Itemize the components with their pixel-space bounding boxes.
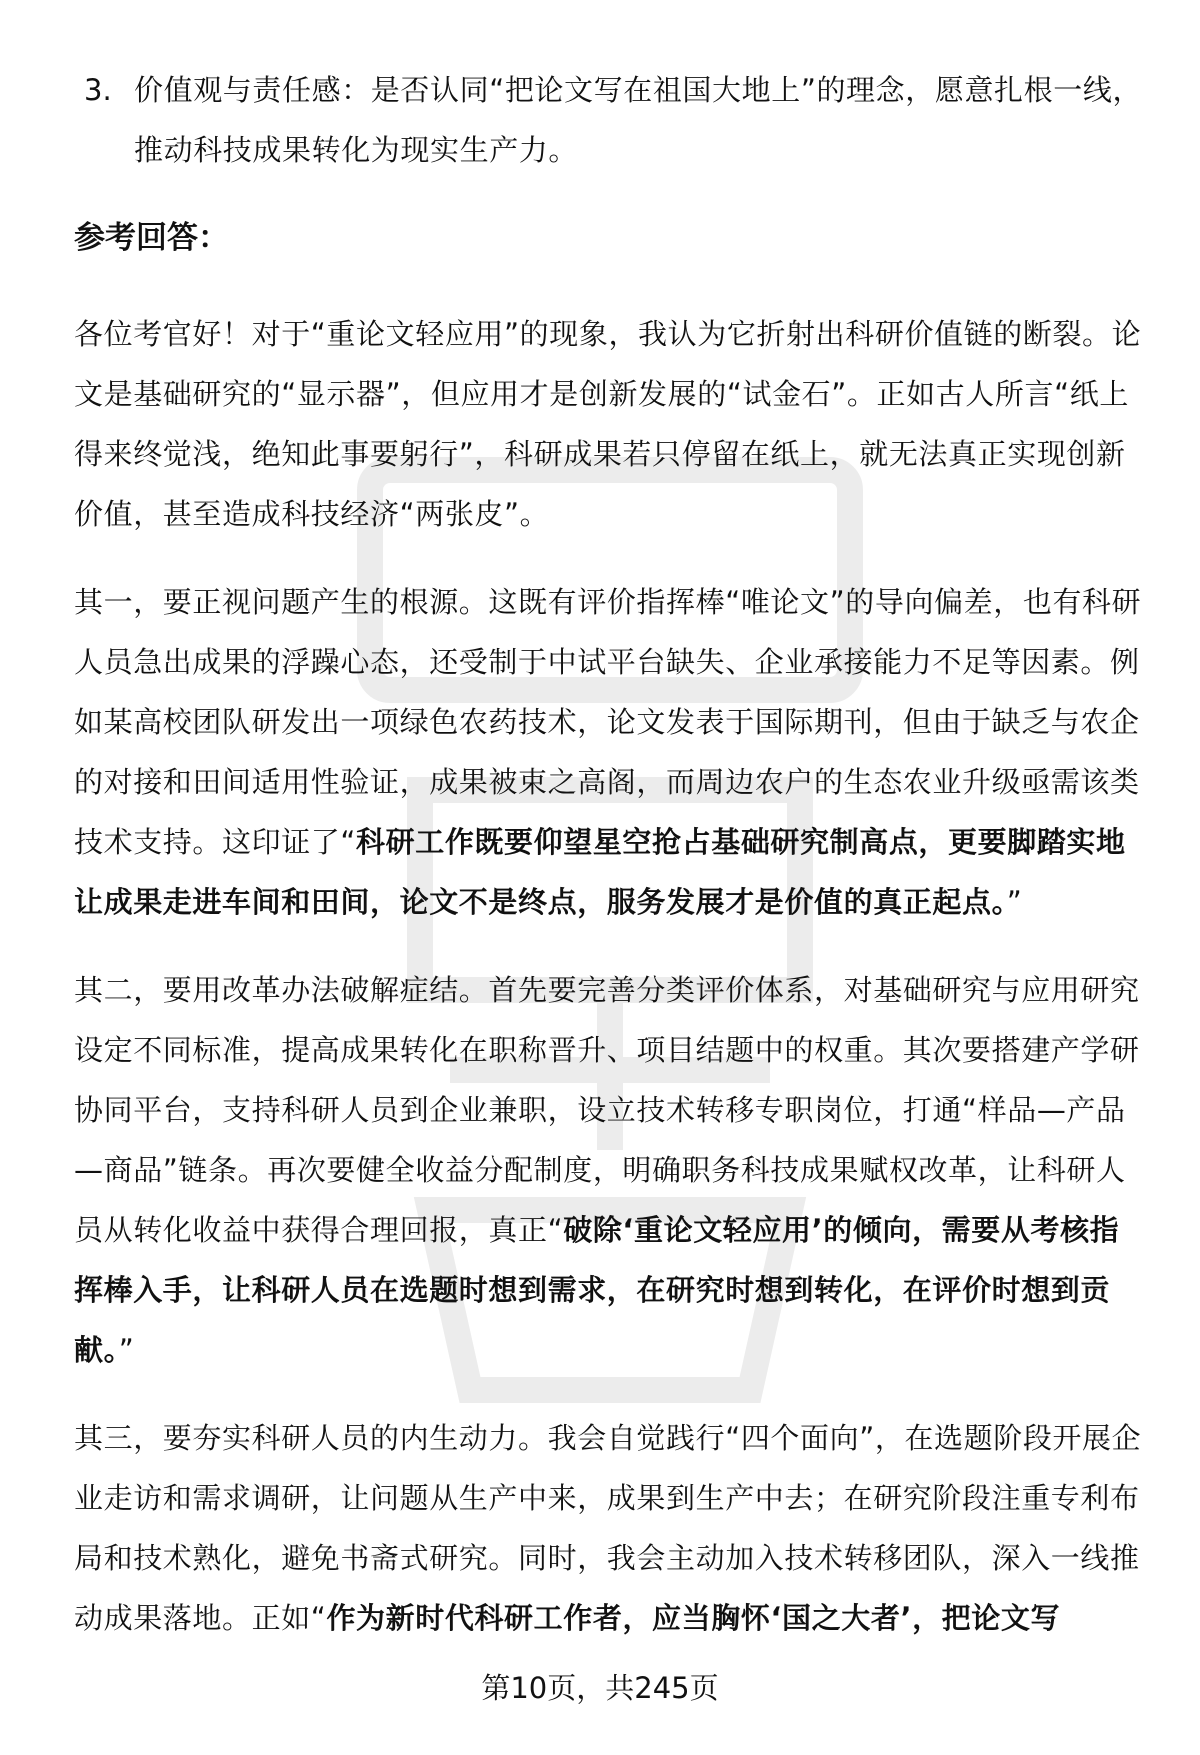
paragraph-third-point <box>74 1408 1144 1648</box>
section-heading: 参考回答： <box>74 220 229 256</box>
paragraph-text: 其一，要正视问题产生的根源。这既有评价指挥棒“唯论文”的导向偏差，也有科研人员急出成果的浮躁心态，还受制于中试平台缺失、企业承接能力不足等因素。例如某高校团队研发出一项绿色农药技术，论文发表于国际期刊，但由于缺乏与农企的对接和田间适用性验证，成果被束之高阁，而周边农户的生态农业升级亟需该类技术支持。这印证了“ <box>74 585 1142 859</box>
paragraph-text: 其二，要用改革办法破解症结。首先要完善分类评价体系，对基础研究与应用研究设定不同标准，提高成果转化在职称晋升、项目结题中的权重。其次要搭建产学研协同平台，支持科研人员到企业兼职，设立技术转移专职岗位，打通“样品—产品—商品”链条。再次要健全收益分配制度，明确职务科技成果赋权改革，让科研人员从转化收益中获得合理回报，真正“ <box>74 973 1140 1247</box>
list-item-text: 价值观与责任感：是否认同“把论文写在祖国大地上”的理念，愿意扎根一线，推动科技成果转化为现实生产力。 <box>134 73 1143 167</box>
bold-quote: 科研工作既要仰望星空抢占基础研究制高点，更要脚踏实地让成果走进车间和田间，论文不是终点，服务发展才是价值的真正起点。 <box>74 825 1126 919</box>
paragraph-intro: 各位考官好！对于“重论文轻应用”的现象，我认为它折射出科研价值链的断裂。论文是基础研究的“显示器”，但应用才是创新发展的“试金石”。正如古人所言“纸上得来终觉浅，绝知此事要躬行”，科研成果若只停留在纸上，就无法真正实现创新价值，甚至造成科技经济“两张皮”。 <box>74 317 1142 531</box>
quote-close: ” <box>1006 885 1023 919</box>
criteria-list-item <box>74 60 1144 180</box>
bold-quote: 破除‘重论文轻应用’的倾向，需要从考核指挥棒入手，让科研人员在选题时想到需求，在研究时想到转化，在评价时想到贡献。 <box>74 1213 1120 1367</box>
page-footer: 第10页，共245页 <box>481 1671 719 1705</box>
bold-quote: 作为新时代科研工作者，应当胸怀‘国之大者’，把论文写 <box>326 1601 1061 1635</box>
paragraph-first-point <box>74 572 1144 932</box>
paragraph-second-point <box>74 960 1144 1380</box>
quote-close: ” <box>118 1333 135 1367</box>
list-item-number: 3. <box>84 73 112 107</box>
paragraph-text: 其三，要夯实科研人员的内生动力。我会自觉践行“四个面向”，在选题阶段开展企业走访和需求调研，让问题从生产中来，成果到生产中去；在研究阶段注重专利布局和技术熟化，避免书斋式研究。同时，我会主动加入技术转移团队，深入一线推动成果落地。正如“ <box>74 1421 1142 1635</box>
document-content <box>74 60 1144 1676</box>
